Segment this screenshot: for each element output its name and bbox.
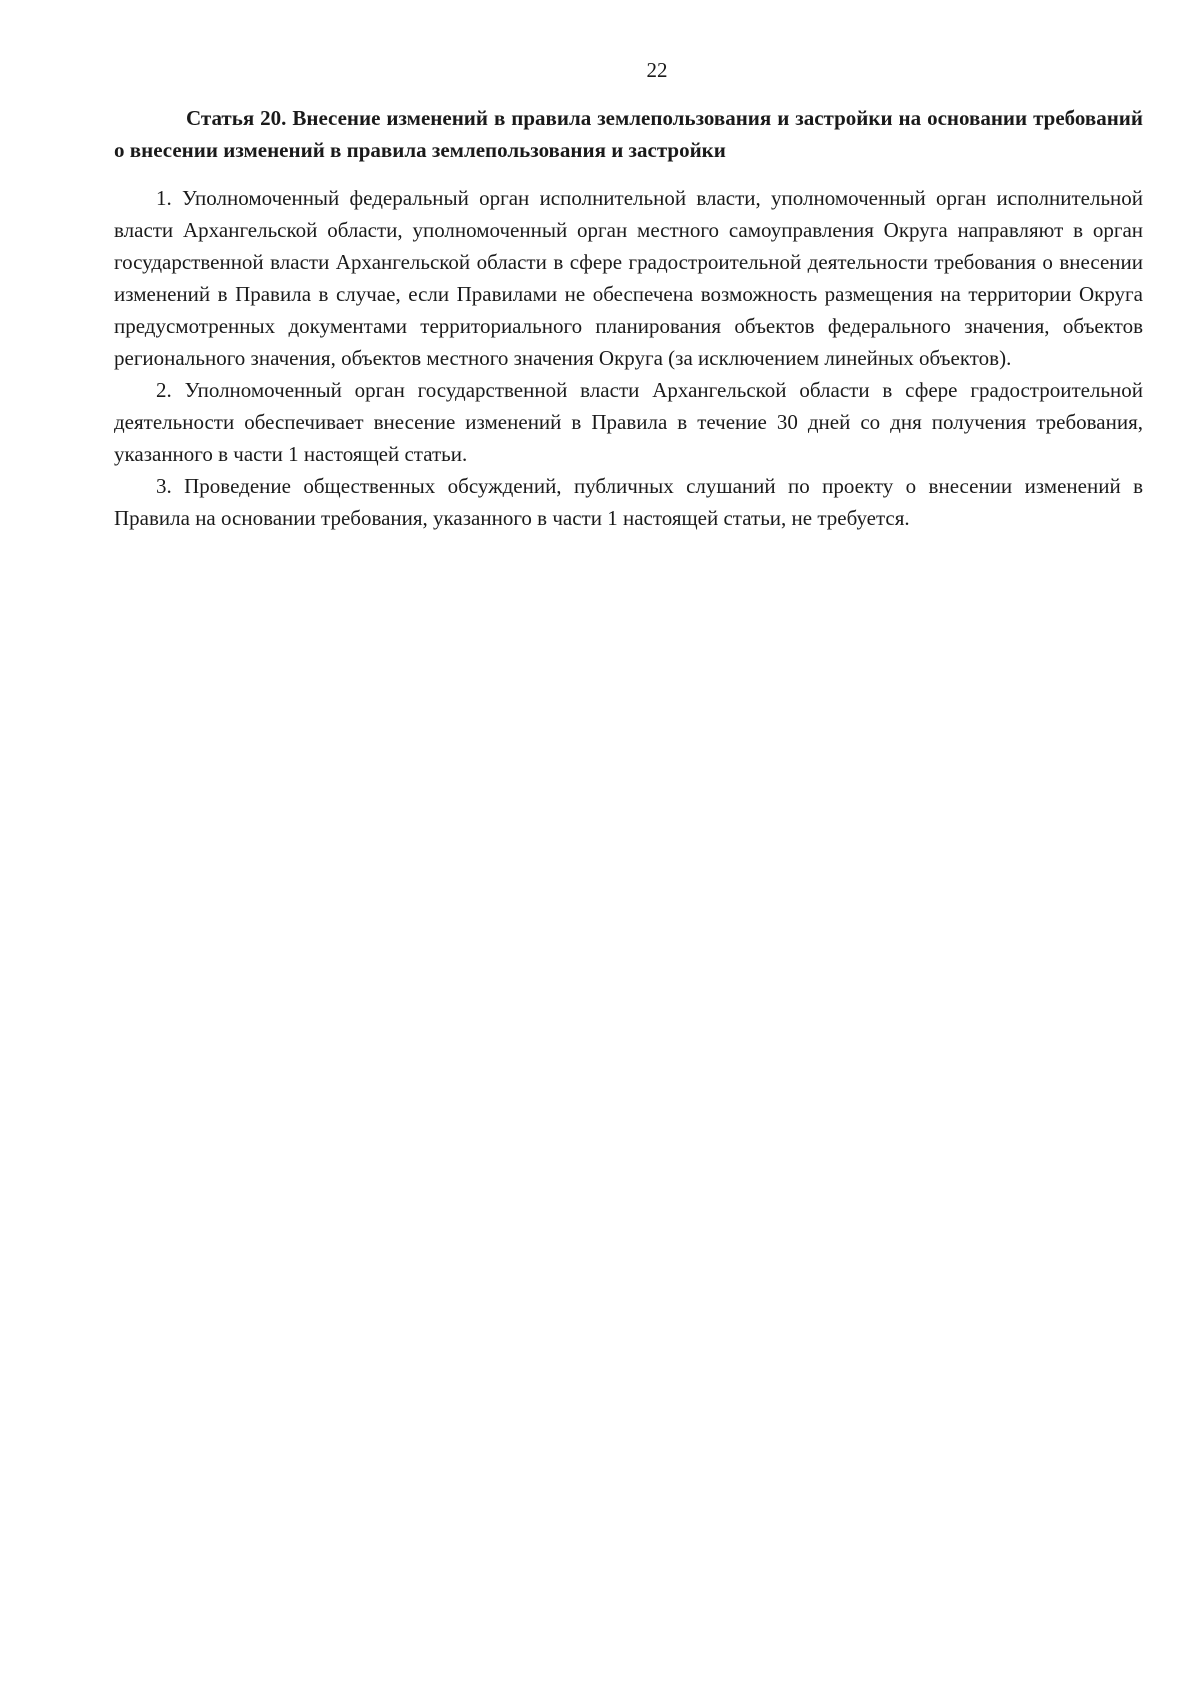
paragraph-3: 3. Проведение общественных обсуждений, публичных слушаний по проекту о внесении изменений в Правила на основании требования, указанного в части 1 настоящей статьи, не требуется. <box>114 474 1143 530</box>
page-number: 22 <box>646 58 668 82</box>
article-title: Статья 20. Внесение изменений в правила землепользования и застройки на основании требований о внесении изменений в правила землепользования и застройки <box>114 106 1143 162</box>
paragraph-1: 1. Уполномоченный федеральный орган исполнительной власти, уполномоченный орган исполнительной власти Архангельской области, уполномоченный орган местного самоуправления Округа направляют в орган государственной власти Архангельской области в сфере градостроительной деятельности требования о внесении изменений в Правила в случае, если Правилами не обеспечена возможность размещения на территории Округа предусмотренных документами территориального планирования объектов федерального значения, объектов регионального значения, объектов местного значения Округа (за исключением линейных объектов). <box>114 186 1143 370</box>
paragraph-2: 2. Уполномоченный орган государственной власти Архангельской области в сфере градостроительной деятельности обеспечивает внесение изменений в Правила в течение 30 дней со дня получения требования, указанного в части 1 настоящей статьи. <box>114 378 1143 466</box>
